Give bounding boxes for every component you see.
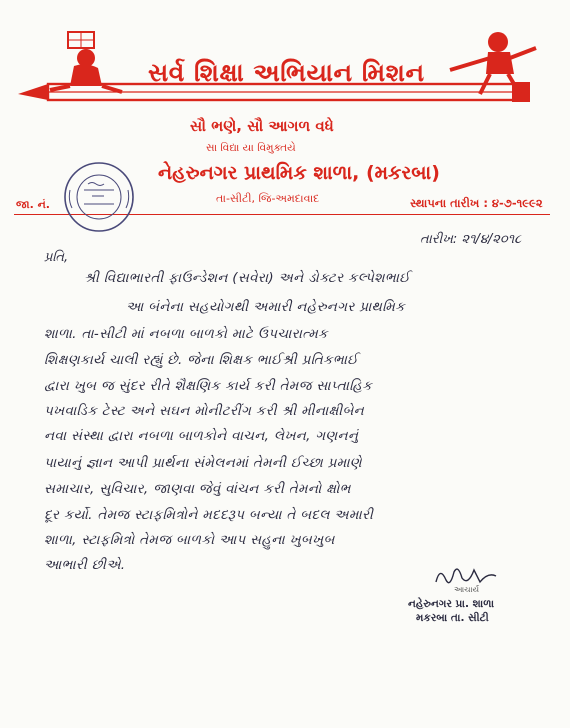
signature-school-name: નહેરુનગર પ્રા. શાળા (408, 598, 495, 610)
sanskrit-motto: સા વિદ્યા યા વિમુક્તયે (206, 142, 296, 154)
mission-title: સર્વ શિક્ષા અભિયાન મિશન (148, 58, 425, 87)
letter-line-10: દૂર કર્યો. તેમજ સ્ટાફમિત્રોને મદદરૂપ બન્યા તે બદલ અમારી (44, 507, 374, 523)
letter-line-3: શાળા. તા-સીટી માં નબળા બાળકો માટે ઉપચારાત્મક (44, 326, 328, 342)
letter-line-5: દ્વારા ખુબ જ સુંદર રીતે શૈક્ષણિક કાર્ય કરી તેમજ સાપ્તાહિક (44, 378, 373, 394)
letter-date: તારીખ: ૨૧/૪/૨૦૧૮ (420, 232, 522, 247)
letter-line-1: શ્રી વિદ્યાભારતી ફાઉન્ડેશન (સવેરા) અને ડોક્ટર કલ્પેશભાઈ (84, 270, 410, 286)
letter-line-12: આભારી છીએ. (44, 557, 126, 573)
school-name: નેહરુનગર પ્રાથમિક શાળા, (મકરબા) (158, 162, 440, 184)
reference-number-label: જા. નં. (16, 198, 50, 211)
school-address: તા-સીટી, જિ-અમદાવાદ (216, 192, 320, 205)
motto: સૌ ભણે, સૌ આગળ વધે (190, 117, 334, 135)
established-date: સ્થાપના તારીખ : ૪-૭-૧૯૯૨ (410, 196, 543, 210)
letter-line-11: શાળા, સ્ટાફમિત્રો તેમજ બાળકો આપ સહુના ખુબખુબ (44, 532, 335, 548)
letter-line-4: શિક્ષણકાર્ય ચાલી રહ્યું છે. જેના શિક્ષક ભાઈશ્રી પ્રતિકભાઈ (44, 352, 358, 368)
letter-line-8: પાયાનું જ્ઞાન આપી પ્રાર્થના સંમેલનમાં તેમની ઈચ્છા પ્રમાણે (44, 455, 362, 471)
letter-line-7: નવા સંસ્થા દ્વારા નબળા બાળકોને વાચન, લેખન, ગણનનું (44, 428, 359, 444)
letter-line-6: પખવાડિક ટેસ્ટ અને સઘન મોનીટરીંગ કરી શ્રી મીનાક્ષીબેન (44, 403, 364, 419)
salutation: પ્રતિ, (44, 250, 69, 265)
signature-place: મકરબા તા. સીટી (416, 612, 489, 624)
letter-line-2: આ બંનેના સહયોગથી અમારી નહેરુનગર પ્રાથમિક (126, 299, 405, 315)
pointing-child-illustration (440, 30, 550, 100)
office-stamp-icon (62, 160, 136, 234)
letter-line-9: સમાચાર, સુવિચાર, જાણવા જેવું વાંચન કરી તેમનો ક્ષોભ (44, 481, 351, 497)
signature-label: આચાર્ય (454, 585, 480, 594)
